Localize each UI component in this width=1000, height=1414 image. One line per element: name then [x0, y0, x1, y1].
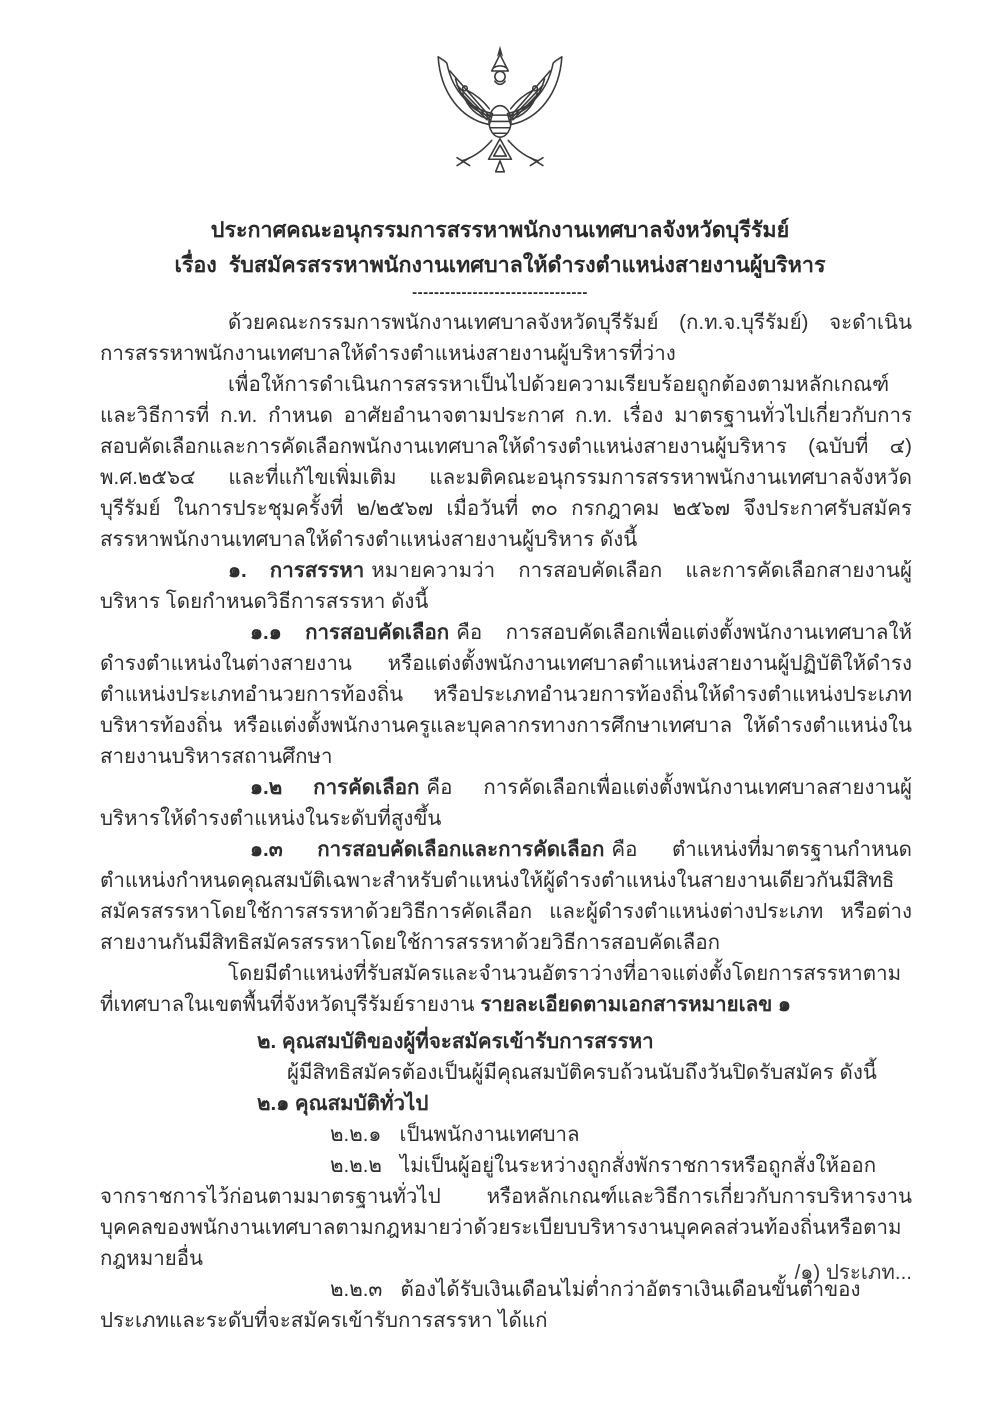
announcement-title-line1: ประกาศคณะอนุกรรมการสรรหาพนักงานเทศบาลจังหวัดบุรีรัมย์ — [210, 218, 790, 242]
section-1-2-paragraph — [100, 772, 912, 834]
clause-2-2-1 — [100, 1119, 912, 1150]
section-1-3-label: ๑.๓ การสอบคัดเลือกและการคัดเลือก — [250, 838, 605, 861]
document-header — [0, 0, 1000, 303]
section-1-1-text: คือ การสอบคัดเลือกเพื่อแต่งตั้งพนักงานเทศบาลให้ดำรงตำแหน่งในต่างสายงาน หรือแต่งตั้งพนักงานเทศบาลตำแหน่งสายงานผู้ปฏิบัติให้ดำรงตำแหน่งประเภทอำนวยการท้องถิ่น หรือประเภทอำนวยการท้องถิ่นให้ดำรงตำแหน่งประเภทบริหารท้องถิ่น หรือแต่งตั้งพนักงานครูและบุคลากรทางการศึกษาเทศบาล ให้ดำรงตำแหน่งในสายงานบริหารสถานศึกษา — [100, 621, 912, 768]
announcement-title-line2: เรื่อง รับสมัครสรรหาพนักงานเทศบาลให้ดำรงตำแหน่งสายงานผู้บริหาร — [174, 253, 826, 277]
clause-2-2-2-text: ไม่เป็นผู้อยู่ในระหว่างถูกสั่งพักราชการหรือถูกสั่งให้ออกจากราชการไว้ก่อนตามมาตรฐานทั่วไป หรือหลักเกณฑ์และวิธีการเกี่ยวกับการบริหารงานบุคคลของพนักงานเทศบาลตามกฎหมายว่าด้วยระเบียบบริหารงานบุคคลส่วนท้องถิ่นหรือตามกฎหมายอื่น — [100, 1154, 912, 1270]
clause-2-2-3-text: ต้องได้รับเงินเดือนไม่ต่ำกว่าอัตราเงินเดือนขั้นต่ำของประเภทและระดับที่จะสมัครเข้ารับการสรรหา ได้แก่ — [100, 1278, 861, 1332]
section-1-text: หมายความว่า การสอบคัดเลือก และการคัดเลือกสายงานผู้บริหาร โดยกำหนดวิธีการสรรหา ดังนี้ — [100, 559, 912, 613]
clause-2-2-3-number: ๒.๒.๓ — [330, 1278, 383, 1301]
intro-paragraph-1: ด้วยคณะกรรมการพนักงานเทศบาลจังหวัดบุรีรัมย์ (ก.ท.จ.บุรีรัมย์) จะดำเนินการสรรหาพนักงานเทศบาลให้ดำรงตำแหน่งสายงานผู้บริหารที่ว่าง — [100, 311, 912, 365]
section-2-1-heading: ๒.๑ คุณสมบัติทั่วไป — [257, 1092, 429, 1115]
intro-paragraph-2: เพื่อให้การดำเนินการสรรหาเป็นไปด้วยความเรียบร้อยถูกต้องตามหลักเกณฑ์และวิธีการที่ ก.ท. กำหนด อาศัยอำนาจตามประกาศ ก.ท. เรื่อง มาตรฐานทั่วไปเกี่ยวกับการสอบคัดเลือกและการคัดเลือกพนักงานเทศบาลให้ดำรงตำแหน่งสายงานผู้บริหาร (ฉบับที่ ๔) พ.ศ.๒๕๖๔ และที่แก้ไขเพิ่มเติม และมติคณะอนุกรรมการสรรหาพนักงานเทศบาลจังหวัดบุรีรัมย์ ในการประชุมครั้งที่ ๒/๒๕๖๗ เมื่อวันที่ ๓๐ กรกฎาคม ๒๕๖๗ จึงประกาศรับสมัครสรรหาพนักงานเทศบาลให้ดำรงตำแหน่งสายงานผู้บริหาร ดังนี้ — [100, 373, 912, 551]
section-1-paragraph — [100, 555, 912, 617]
section-1-1-label: ๑.๑ การสอบคัดเลือก — [250, 621, 450, 644]
positions-paragraph — [100, 958, 912, 1020]
section-2-heading: ๒. คุณสมบัติของผู้ที่จะสมัครเข้ารับการสรรหา — [257, 1030, 654, 1053]
garuda-emblem-icon — [435, 44, 565, 207]
section-2-intro: ผู้มีสิทธิสมัครต้องเป็นผู้มีคุณสมบัติครบถ้วนนับถึงวันปิดรับสมัคร ดังนี้ — [287, 1061, 877, 1084]
positions-attachment-ref: รายละเอียดตามเอกสารหมายเลข ๑ — [480, 993, 791, 1016]
clause-2-2-2 — [100, 1150, 912, 1274]
positions-text: โดยมีตำแหน่งที่รับสมัครและจำนวนอัตราว่างที่อาจแต่งตั้งโดยการสรรหาตามที่เทศบาลในเขตพื้นที่จังหวัดบุรีรัมย์รายงาน — [100, 962, 902, 1016]
title-separator: -------------------------------- — [412, 284, 588, 301]
clause-2-2-2-number: ๒.๒.๒ — [330, 1154, 382, 1177]
document-body — [100, 307, 912, 1336]
section-1-3-paragraph — [100, 834, 912, 958]
clause-2-2-3 — [100, 1274, 912, 1336]
section-1-2-text: คือ การคัดเลือกเพื่อแต่งตั้งพนักงานเทศบาลสายงานผู้บริหารให้ดำรงตำแหน่งในระดับที่สูงขึ้น — [100, 776, 913, 830]
section-1-label: ๑. การสรรหา — [228, 559, 365, 582]
clause-2-2-1-text: เป็นพนักงานเทศบาล — [399, 1123, 580, 1146]
section-1-2-label: ๑.๒ การคัดเลือก — [250, 776, 420, 799]
clause-2-2-1-number: ๒.๒.๑ — [330, 1123, 382, 1146]
section-1-3-text: คือ ตำแหน่งที่มาตรฐานกำหนดตำแหน่งกำหนดคุณสมบัติเฉพาะสำหรับตำแหน่งให้ผู้ดำรงตำแหน่งในสายงานเดียวกันมีสิทธิสมัครสรรหาโดยใช้การสรรหาด้วยวิธีการคัดเลือก และผู้ดำรงตำแหน่งต่างประเภท หรือต่างสายงานกันมีสิทธิสมัครสรรหาโดยใช้การสรรหาด้วยวิธีการสอบคัดเลือก — [100, 838, 912, 954]
section-1-1-paragraph — [100, 617, 912, 772]
page-continuation-mark: /๑) ประเภท... — [794, 1261, 912, 1284]
